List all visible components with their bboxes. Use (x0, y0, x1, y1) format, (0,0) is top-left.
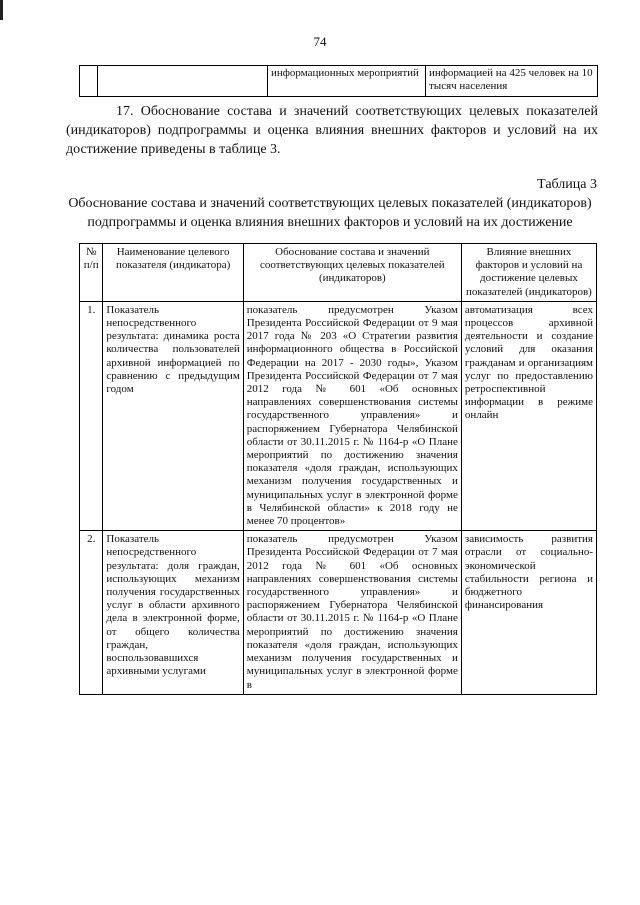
row-name: Показатель непосредственного результата: доля граждан, использующих механизм получения государственных услуг в области архивного дела в электронной форме, от общего количества граждан, воспользовавшихся архивными услугами (103, 531, 243, 694)
row-num: 2. (80, 531, 103, 694)
table-cell (80, 66, 98, 97)
scan-edge-mark (0, 0, 3, 20)
row-name: Показатель непосредственного результата: динамика роста количества пользователей архивной информацией по сравнению с предыдущим годом (103, 301, 243, 530)
row-influence: зависимость развития отрасли от социально-экономической стабильности региона и бюджетного финансирования (461, 531, 596, 694)
header-name: Наименование целевого показателя (индикатора) (103, 244, 243, 302)
table-cell-event: информационных мероприятий (268, 66, 426, 97)
table-cell-info: информацией на 425 человек на 10 тысяч населения (426, 66, 598, 97)
row-justification: показатель предусмотрен Указом Президента Российской Федерации от 9 мая 2017 года № 203 «О Стратегии развития информационного общества в Российской Федерации на 2017 - 2030 годы», Указом Президента Российской Федерации от 7 мая 2012 года № 601 «Об основных направлениях совершенствования системы государственного управления» и распоряжением Губернатора Челябинской области от 30.11.2015 г. № 1164-р «О Плане мероприятий по достижению значения показателя «доля граждан, использующих механизм получения государственных и муниципальных услуг в электронной форме в Челябинской области» к 2018 году не менее 70 процентов» (243, 301, 461, 530)
table-cell (98, 66, 268, 97)
indicators-table (79, 243, 597, 695)
table-row (80, 531, 597, 694)
table-row (80, 66, 598, 97)
continued-table-fragment (79, 65, 598, 97)
paragraph-text: 17. Обоснование состава и значений соответствующих целевых показателей (индикаторов) подпрограммы и оценка влияния внешних факторов и условий на их достижение приведены в таблице 3. (66, 104, 598, 157)
header-justification: Обоснование состава и значений соответствующих целевых показателей (индикаторов) (243, 244, 461, 302)
row-justification: показатель предусмотрен Указом Президента Российской Федерации от 7 мая 2012 года № 601 «Об основных направлениях совершенствования системы государственного управления» и распоряжением Губернатора Челябинской области от 30.11.2015 г. № 1164-р «О Плане мероприятий по достижению значения показателя «доля граждан, использующих механизм получения государственных и муниципальных услуг в электронной форме в (243, 531, 461, 694)
table-title: Обоснование состава и значений соответствующих целевых показателей (индикаторов) подпрограммы и оценка влияния внешних факторов и условий на их достижение (68, 196, 592, 230)
table-label: Таблица 3 (537, 177, 597, 192)
row-num: 1. (80, 301, 103, 530)
table-header-row (80, 244, 597, 302)
header-influence: Влияние внешних факторов и условий на достижение целевых показателей (индикаторов) (461, 244, 596, 302)
header-num: № п/п (80, 244, 103, 302)
section-paragraph (66, 102, 598, 159)
page-number: 74 (313, 34, 327, 49)
row-influence: автоматизация всех процессов архивной деятельности и создание условий для оказания гражданам и организациям услуг по предоставлению ретроспективной информации в режиме онлайн (461, 301, 596, 530)
table-row (80, 301, 597, 530)
